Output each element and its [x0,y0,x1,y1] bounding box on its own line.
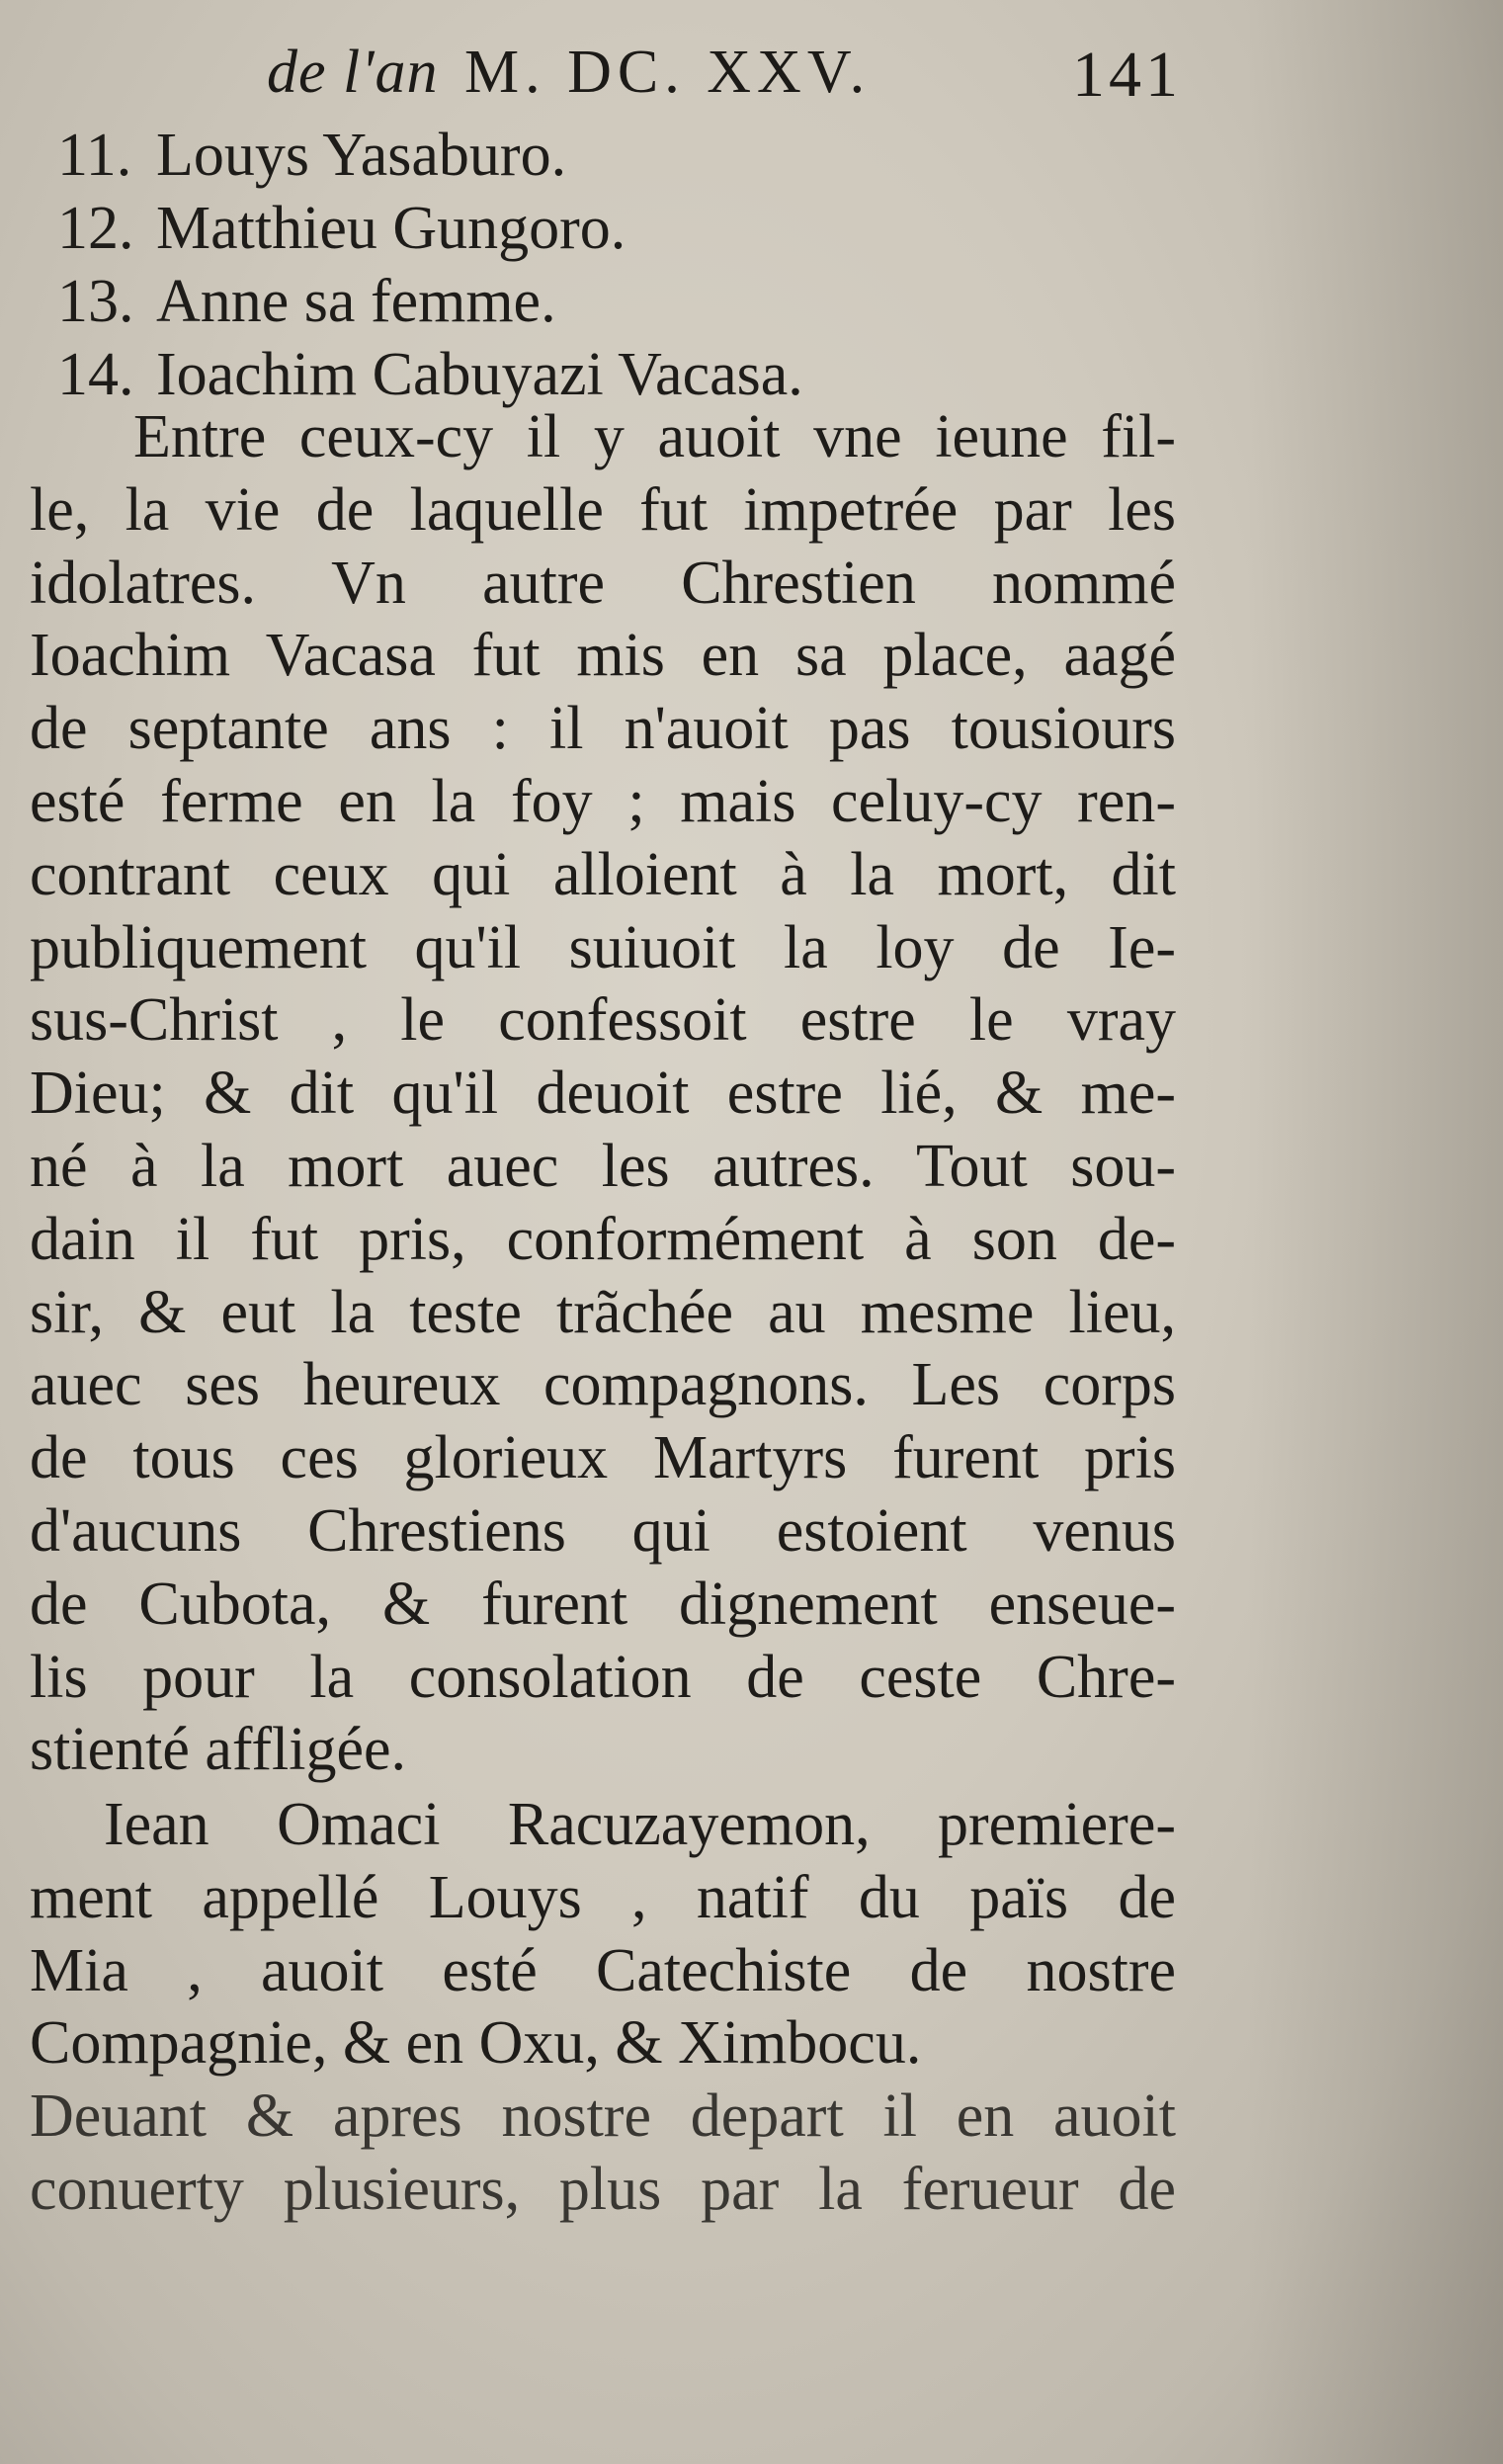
list-item-name: Anne sa femme. [156,268,556,335]
text-line: Mia , auoit esté Catechiste de nostre [30,1936,1176,2004]
text-line: dain il fut pris, conformément à son de- [30,1205,1176,1273]
text-line: publiquement qu'il suiuoit la loy de Ie- [30,913,1176,981]
text-line: Entre ceux-cy il y auoit vne ieune fil- [133,403,1176,470]
list-item-name: Louys Yasaburo. [156,122,567,189]
text-line: de tous ces glorieux Martyrs furent pris [30,1424,1176,1492]
running-head-italic: de l'an [267,39,439,106]
text-line: sus-Christ , le confessoit estre le vray [30,986,1176,1055]
text-line: Iean Omaci Racuzayemon, premiere- [104,1791,1176,1858]
list-item [57,119,803,192]
running-head [267,38,871,108]
text-line: stienté affligée. [30,1716,407,1784]
list-item [57,338,803,411]
text-line: idolatres. Vn autre Chrestien nommé [30,549,1176,617]
text-line: de septante ans : il n'auoit pas tousiours [30,695,1176,763]
running-head-date: M. DC. XXV. [464,39,872,106]
text-line: Compagnie, & en Oxu, & Ximbocu. [30,2009,922,2078]
text-line: contrant ceux qui alloient à la mort, dit [30,840,1176,908]
text-line: sir, & eut la teste trãchée au mesme lieu, [30,1278,1176,1346]
text-line: le, la vie de laquelle fut impetrée par les [30,475,1176,544]
text-line: esté ferme en la foy ; mais celuy-cy ren- [30,767,1176,835]
list-item-number: 12. [57,195,134,262]
paragraph-1 [30,401,1176,1787]
text-line: Dieu; & dit qu'il deuoit estre lié, & me- [30,1060,1176,1128]
martyr-list [57,119,803,411]
text-line: de Cubota, & furent dignement enseue- [30,1570,1176,1638]
text-line: Deuant & apres nostre depart il en auoit [30,2082,1176,2151]
list-item-number: 11. [57,122,132,189]
text-line: né à la mort auec les autres. Tout sou- [30,1132,1176,1200]
list-item-name: Matthieu Gungoro. [156,195,626,262]
text-line: auec ses heureux compagnons. Les corps [30,1351,1176,1419]
list-item-number: 13. [57,268,134,335]
list-item [57,192,803,265]
text-line: conuerty plusieurs, plus par la ferueur de [30,2155,1176,2223]
list-item-name: Ioachim Cabuyazi Vacasa. [156,341,803,408]
paragraph-2 [30,1789,1176,2227]
page-number: 141 [1072,39,1182,111]
text-line: d'aucuns Chrestiens qui estoient venus [30,1496,1176,1565]
list-item-number: 14. [57,341,134,408]
text-line: Ioachim Vacasa fut mis en sa place, aagé [30,622,1176,690]
text-line: ment appellé Louys , natif du païs de [30,1863,1176,1931]
text-line: lis pour la consolation de ceste Chre- [30,1643,1176,1711]
list-item [57,265,803,338]
